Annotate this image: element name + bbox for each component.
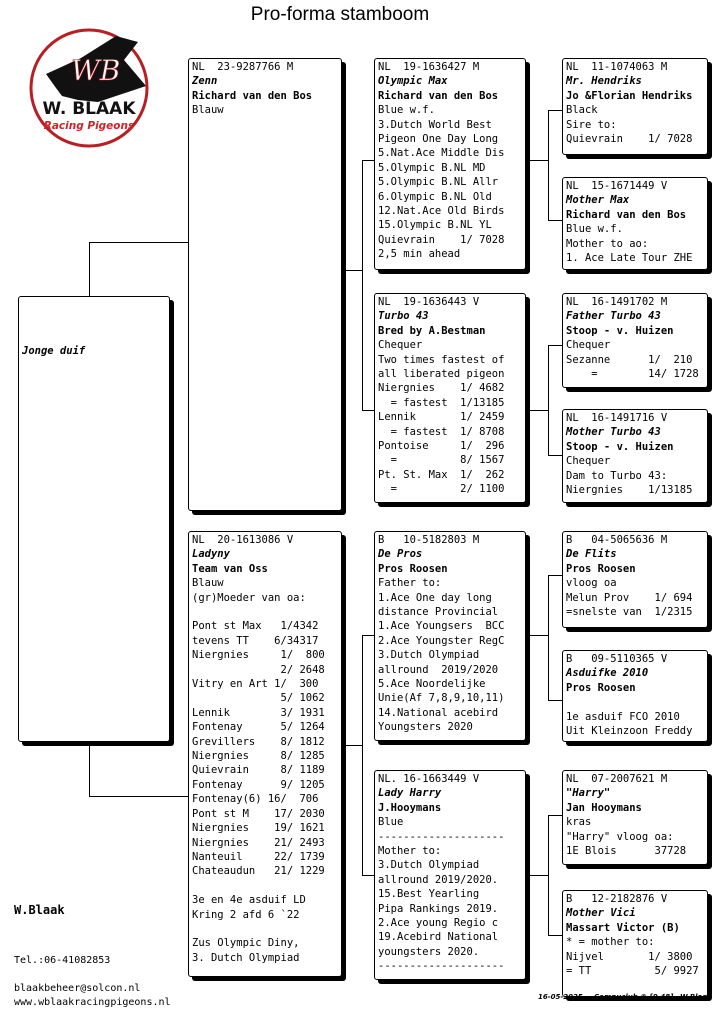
ring-number: B 04-5065636 M — [566, 534, 668, 546]
pedigree-line: 5.Olympic B.NL Allr — [378, 176, 499, 189]
pedigree-line: 15.Best Yearling — [378, 888, 480, 901]
fmf-box — [562, 293, 708, 388]
pedigree-line: Quievrain 8/ 1189 — [192, 764, 325, 777]
pedigree-line: Niergnies 8/ 1285 — [192, 750, 325, 763]
logo-tagline: Racing Pigeons — [43, 120, 135, 132]
breeder-line: Massart Victor (B) — [566, 921, 680, 934]
pedigree-line: 6.Olympic B.NL Old — [378, 190, 492, 203]
pedigree-line: = fastest 1/ 8708 — [378, 425, 505, 438]
breeder-line: Jo &Florian Hendriks — [566, 89, 693, 102]
pedigree-line: * = mother to: — [566, 936, 655, 949]
pedigree-line: = TT 5/ 9927 — [566, 965, 699, 978]
pigeon-name: Mother Max — [566, 194, 630, 207]
pedigree-line: 1E Blois 37728 — [566, 845, 687, 858]
pedigree-line — [192, 879, 338, 893]
pedigree-line: Pipa Rankings 2019. — [378, 902, 499, 915]
ring-number: NL 23-9287766 M — [192, 61, 294, 73]
ring-number: NL 07-2007621 M — [566, 773, 668, 785]
pedigree-line: Blauw — [192, 104, 224, 117]
breeder-line: Jan Hooymans — [566, 801, 642, 814]
pigeon-name: Turbo 43 — [378, 310, 429, 323]
pedigree-line: 2/ 2648 — [192, 663, 325, 676]
pedigree-line: 3. Dutch Olympiad — [192, 951, 300, 964]
pedigree-line — [566, 695, 704, 709]
breeder-line: Stoop - v. Huizen — [566, 440, 674, 453]
pedigree-line: distance Provincial — [378, 606, 499, 619]
pedigree-line: 3e en 4e asduif LD — [192, 894, 306, 907]
pigeon-name: Zenn — [192, 75, 218, 88]
ffm-box — [562, 177, 708, 270]
pedigree-line: Lennik 3/ 1931 — [192, 706, 325, 719]
pedigree-line: -------------------- — [378, 830, 505, 843]
fmm-box — [562, 409, 708, 503]
pedigree-line: = 8/ 1567 — [378, 454, 505, 467]
breeder-line: Richard van den Bos — [566, 208, 687, 221]
pigeon-name: De Pros — [378, 548, 423, 561]
pedigree-line: 1. Ace Late Tour ZHE — [566, 252, 693, 265]
pedigree-line: Pt. St. Max 1/ 262 — [378, 468, 505, 481]
pedigree-line: Mother to ao: — [566, 237, 649, 250]
pedigree-line: 5.Olympic B.NL MD — [378, 161, 486, 174]
page-title: Pro-forma stamboom — [250, 4, 430, 25]
pedigree-line: 3.Dutch World Best — [378, 118, 492, 131]
maternal-grandmother-box — [374, 770, 526, 980]
fff-box — [562, 58, 708, 155]
breeder-line: Stoop - v. Huizen — [566, 324, 674, 337]
pedigree-line: -------------------- — [378, 960, 505, 973]
pedigree-line: Chateaudun 21/ 1229 — [192, 865, 325, 878]
mfm-box — [562, 650, 708, 742]
ring-number: B 10-5182803 M — [378, 534, 480, 546]
pedigree-line: Fontenay 9/ 1205 — [192, 778, 325, 791]
pedigree-line: 3.Dutch Olympiad — [378, 859, 480, 872]
breeder-line: Richard van den Bos — [192, 89, 313, 102]
pedigree-line: Quievrain 1/ 7028 — [378, 233, 505, 246]
pedigree-line: 19.Acebird National — [378, 931, 499, 944]
pedigree-line: 5/ 1062 — [192, 692, 325, 705]
logo-initials: WB — [71, 54, 121, 87]
pedigree-line: 2.Ace young Regio c — [378, 917, 499, 930]
pedigree-line: youngsters 2020. — [378, 945, 480, 958]
pigeon-name: Asduifke 2010 — [566, 667, 649, 680]
pedigree-line: Black — [566, 104, 598, 117]
pedigree-line: 14.National acebird — [378, 706, 499, 719]
paternal-grandfather-box — [374, 58, 526, 270]
ring-number: NL 20-1613086 V — [192, 534, 294, 546]
pedigree-line: Grevillers 8/ 1812 — [192, 735, 325, 748]
ring-number: NL. 16-1663449 V — [378, 773, 480, 785]
pedigree-line: kras — [566, 816, 592, 829]
pedigree-line: Zus Olympic Diny, — [192, 937, 300, 950]
pedigree-line: 2,5 min ahead — [378, 248, 461, 261]
maternal-grandfather-box — [374, 531, 526, 741]
pigeon-name: Lady Harry — [378, 787, 442, 800]
pedigree-line: "Harry" vloog oa: — [566, 830, 674, 843]
pedigree-line: 2.Ace Youngster RegC — [378, 634, 505, 647]
pedigree-line: Niergnies 1/13185 — [566, 484, 693, 497]
pedigree-line: Nanteuil 22/ 1739 — [192, 850, 325, 863]
pigeon-name: "Harry" — [566, 787, 611, 800]
mff-box — [562, 531, 708, 628]
pedigree-line: (gr)Moeder van oa: — [192, 591, 306, 604]
ring-number: NL 15-1671449 V — [566, 180, 668, 192]
pedigree-line: 3.Dutch Olympiad — [378, 649, 480, 662]
pedigree-line: Blue w.f. — [378, 104, 435, 117]
pedigree-line: Blue w.f. — [566, 223, 623, 236]
pedigree-line: 1.Ace Youngsers BCC — [378, 620, 505, 633]
pedigree-line: = fastest 1/13185 — [378, 396, 505, 409]
pedigree-line: Niergnies 21/ 2493 — [192, 836, 325, 849]
pedigree-line: 1e asduif FCO 2010 — [566, 710, 680, 723]
footer-owner: W.Blaak — [680, 993, 712, 1001]
footer-software: Compuclub © [9.48] — [594, 993, 674, 1001]
breeder-website[interactable]: www.wblaakracingpigeons.nl — [14, 997, 171, 1008]
pigeon-name: De Flits — [566, 548, 617, 561]
pigeon-name: Father Turbo 43 — [566, 310, 661, 323]
pedigree-line: 1.Ace One day long — [378, 591, 492, 604]
logo — [26, 28, 156, 150]
pigeon-name: Mr. Hendriks — [566, 75, 642, 88]
pedigree-line: Pontoise 1/ 296 — [378, 440, 505, 453]
pedigree-line — [192, 922, 338, 936]
pedigree-line: Quievrain 1/ 7028 — [566, 133, 693, 146]
breeder-line: Team van Oss — [192, 562, 268, 575]
ring-number: NL 11-1074063 M — [566, 61, 668, 73]
pedigree-line: Mother to: — [378, 845, 442, 858]
ring-number: B 12-2182876 V — [566, 893, 668, 905]
pedigree-line: tevens TT 6/34317 — [192, 634, 319, 647]
breeder-line: Richard van den Bos — [378, 89, 499, 102]
pedigree-line: Pont st M 17/ 2030 — [192, 807, 325, 820]
pedigree-line: Melun Prov 1/ 694 — [566, 591, 693, 604]
pedigree-line: 12.Nat.Ace Old Birds — [378, 205, 505, 218]
logo-name: W. BLAAK — [42, 99, 136, 119]
breeder-line: J.Hooymans — [378, 801, 442, 814]
pedigree-line: Chequer — [566, 339, 611, 352]
pedigree-line — [192, 605, 338, 619]
pedigree-line: Fontenay 5/ 1264 — [192, 721, 325, 734]
pedigree-line: Fontenay(6) 16/ 706 — [192, 793, 319, 806]
pedigree-line: Niergnies 1/ 800 — [192, 649, 325, 662]
breeder-line: Bred by A.Bestman — [378, 324, 486, 337]
pedigree-line: Father to: — [378, 577, 442, 590]
pedigree-line: 5.Nat.Ace Middle Dis — [378, 147, 505, 160]
pedigree-line: Uit Kleinzoon Freddy — [566, 725, 693, 738]
pedigree-line: allround 2019/2020 — [378, 663, 499, 676]
pigeon-name: Ladyny — [192, 548, 230, 561]
pedigree-line: 15.Olympic B.NL YL — [378, 219, 492, 232]
subject-label: Jonge duif — [22, 344, 86, 357]
pedigree-line: Sezanne 1/ 210 — [566, 353, 693, 366]
pedigree-line: Blue — [378, 816, 404, 829]
pedigree-line: Youngsters 2020 — [378, 721, 473, 734]
pedigree-line: Niergnies 19/ 1621 — [192, 822, 325, 835]
breeder-name: W.Blaak — [14, 903, 65, 917]
pedigree-line: allround 2019/2020. — [378, 873, 499, 886]
pedigree-line: Pigeon One Day Long — [378, 133, 499, 146]
pedigree-line: Dam to Turbo 43: — [566, 469, 668, 482]
father-box — [188, 58, 342, 511]
subject-box — [18, 296, 170, 742]
ring-number: NL 19-1636443 V — [378, 296, 480, 308]
pedigree-line: =snelste van 1/2315 — [566, 606, 693, 619]
pedigree-line: Unie(Af 7,8,9,10,11) — [378, 692, 505, 705]
pedigree-line: = 14/ 1728 — [566, 368, 699, 381]
breeder-line: Pros Roosen — [566, 681, 636, 694]
pedigree-line: Nijvel 1/ 3800 — [566, 950, 693, 963]
pedigree-line: Blauw — [192, 577, 224, 590]
pedigree-line: vloog oa — [566, 577, 617, 590]
pedigree-line: Pont st Max 1/4342 — [192, 620, 319, 633]
ring-number: B 09-5110365 V — [566, 653, 668, 665]
ring-number: NL 16-1491716 V — [566, 412, 668, 424]
paternal-grandmother-box — [374, 293, 526, 503]
pigeon-name: Olympic Max — [378, 75, 448, 88]
mother-box — [188, 531, 342, 977]
breeder-line: Pros Roosen — [566, 562, 636, 575]
mmm-box — [562, 890, 708, 997]
pedigree-line: Vitry en Art 1/ 300 — [192, 678, 319, 691]
pigeon-name: Mother Turbo 43 — [566, 426, 661, 439]
ring-number: NL 19-1636427 M — [378, 61, 480, 73]
pedigree-line: 5.Ace Noordelijke — [378, 678, 486, 691]
pedigree-line: Chequer — [566, 455, 611, 468]
pedigree-line: Lennik 1/ 2459 — [378, 411, 505, 424]
breeder-email[interactable]: blaakbeheer@solcon.nl — [14, 983, 141, 994]
pedigree-line: Two times fastest of — [378, 353, 505, 366]
pedigree-line: Sire to: — [566, 118, 617, 131]
pedigree-line: Kring 2 afd 6 `22 — [192, 908, 300, 921]
pedigree-line: Chequer — [378, 339, 423, 352]
mmf-box — [562, 770, 708, 865]
pigeon-name: Mother Vici — [566, 907, 636, 920]
pedigree-line: all liberated pigeon — [378, 368, 505, 381]
pedigree-line: = 2/ 1100 — [378, 483, 505, 496]
footer-date: 16-05-2025 — [538, 993, 583, 1001]
breeder-phone: Tel.:06-41082853 — [14, 955, 111, 966]
ring-number: NL 16-1491702 M — [566, 296, 668, 308]
breeder-line: Pros Roosen — [378, 562, 448, 575]
pedigree-line: Niergnies 1/ 4682 — [378, 382, 505, 395]
